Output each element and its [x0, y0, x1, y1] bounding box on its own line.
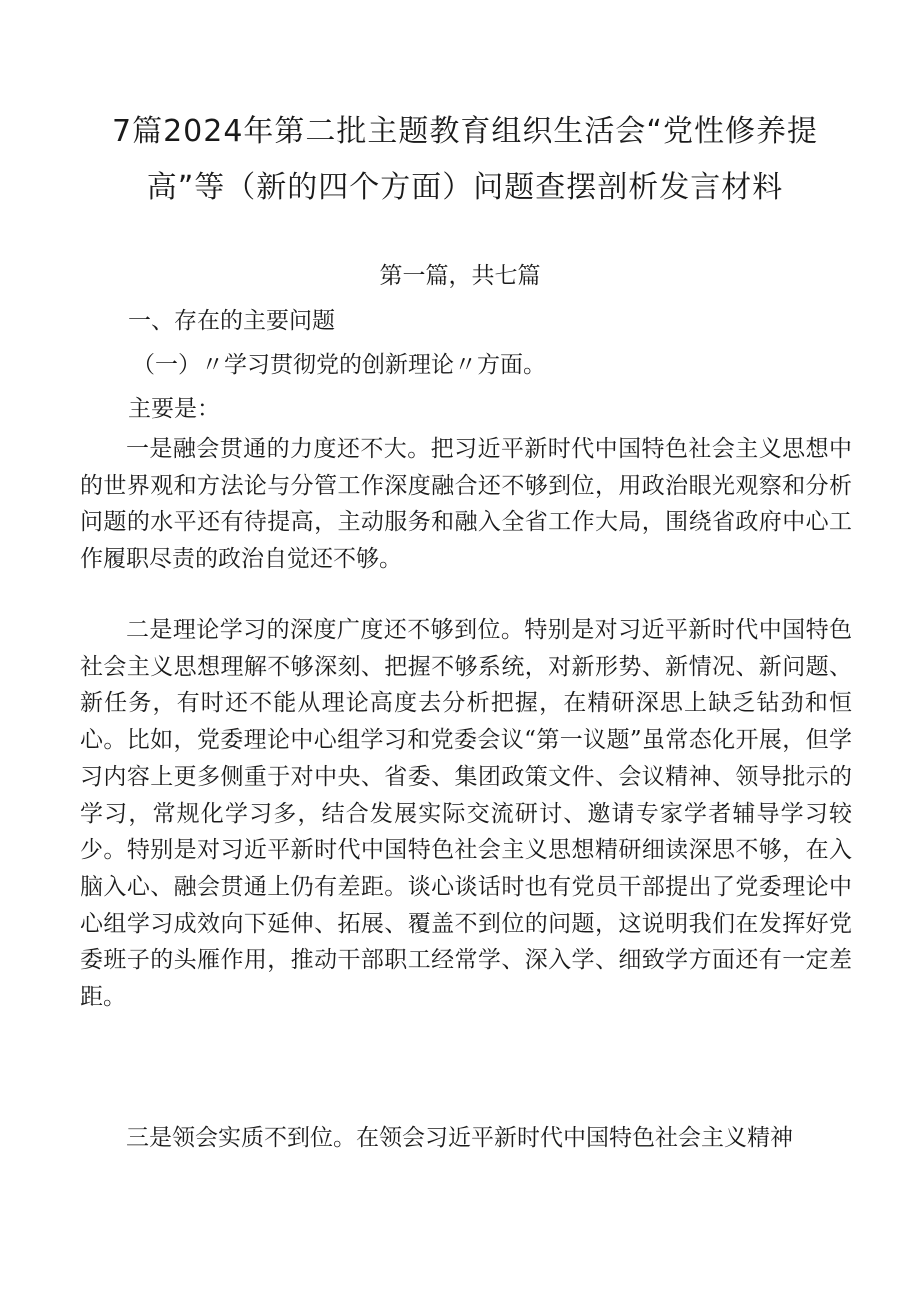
paragraph-3: 三是领会实质不到位。在领会习近平新时代中国特色社会主义精神	[126, 1125, 793, 1151]
subsection-heading: （一）〃学习贯彻党的创新理论〃方面。	[132, 352, 546, 378]
lead-in-text: 主要是：	[128, 396, 220, 422]
paragraph-2: 二是理论学习的深度广度还不够到位。特别是对习近平新时代中国特色社会主义思想理解不够深刻、把握不够系统，对新形势、新情况、新问题、新任务，有时还不能从理论高度去分析把握，在精研深思上缺乏钻劲和恒心。比如，党委理论中心组学习和党委会议“第一议题”虽常态化开展，但学习内容上更多侧重于对中央、省委、集团政策文件、会议精神、领导批示的学习，常规化学习多，结合发展实际交流研讨、邀请专家学者辅导学习较少。特别是对习近平新时代中国特色社会主义思想精研细读深思不够，在入脑入心、融会贯通上仍有差距。谈心谈话时也有党员干部提出了党委理论中心组学习成效向下延伸、拓展、覆盖不到位的问题，这说明我们在发挥好党委班子的头雁作用，推动干部职工经常学、深入学、细致学方面还有一定差距。	[80, 617, 852, 1011]
section-heading: 一、存在的主要问题	[128, 308, 335, 334]
document-title: 7篇2024年第二批主题教育组织生活会“党性修养提高”等（新的四个方面）问题查摆剖析发言材料	[112, 114, 818, 205]
document-subtitle: 第一篇，共七篇	[379, 263, 541, 289]
paragraph-1: 一是融会贯通的力度还不大。把习近平新时代中国特色社会主义思想中的世界观和方法论与分管工作深度融合还不够到位，用政治眼光观察和分析问题的水平还有待提高，主动服务和融入全省工作大局，围绕省政府中心工作履职尽责的政治自觉还不够。	[80, 436, 852, 573]
